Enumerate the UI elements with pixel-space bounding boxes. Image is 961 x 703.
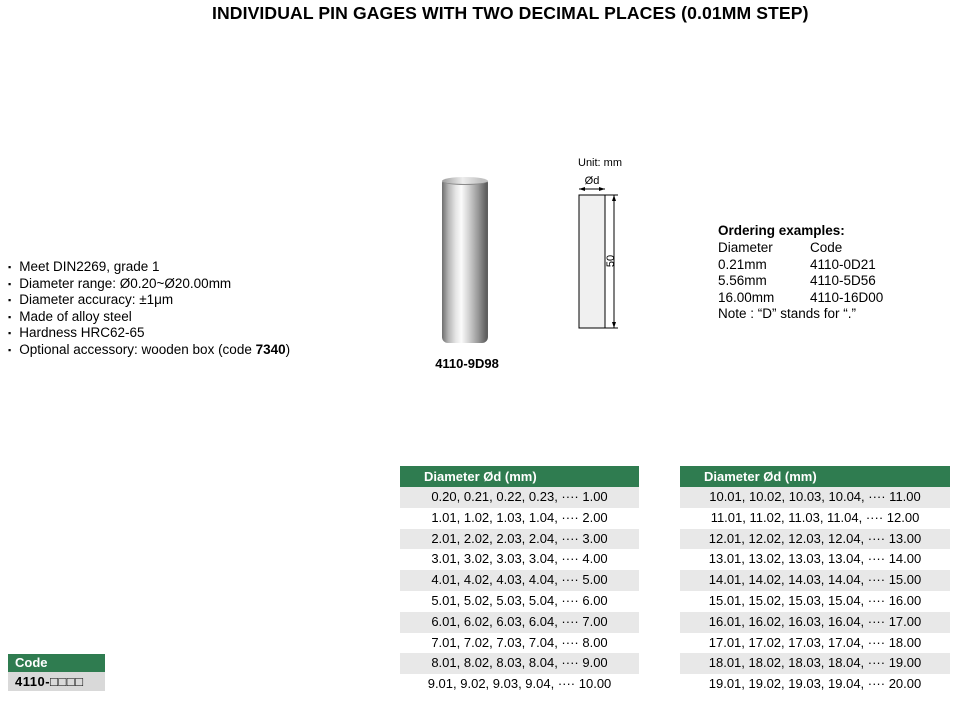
bullet-icon: ▪ <box>8 328 12 339</box>
ordering-code: 4110-16D00 <box>810 289 884 305</box>
arrow-right-icon <box>599 187 605 191</box>
code-box <box>8 654 105 691</box>
feature-item <box>8 276 290 293</box>
table-row: 14.01, 14.02, 14.03, 14.04, ···· 15.00 <box>680 570 950 591</box>
bullet-icon: ▪ <box>8 295 12 306</box>
ordering-col-diameter: Diameter <box>718 240 773 256</box>
arrow-up-icon <box>612 195 616 201</box>
accessory-code: 7340 <box>255 341 286 357</box>
dimension-drawing <box>565 153 660 343</box>
feature-item <box>8 342 290 359</box>
ordering-note: Note : “D” stands for “.” <box>718 306 857 322</box>
ordering-diameter: 16.00mm <box>718 289 775 305</box>
table-row: 8.01, 8.02, 8.03, 8.04, ···· 9.00 <box>400 653 639 674</box>
diameter-label: Ød <box>584 175 600 187</box>
ordering-examples <box>718 223 883 322</box>
feature-text: Hardness HRC62-65 <box>19 325 145 341</box>
table-row: 4.01, 4.02, 4.03, 4.04, ···· 5.00 <box>400 570 639 591</box>
arrow-down-icon <box>612 322 616 328</box>
table-row: 10.01, 10.02, 10.03, 10.04, ···· 11.00 <box>680 487 950 508</box>
table-row: 9.01, 9.02, 9.03, 9.04, ···· 10.00 <box>427 676 612 692</box>
length-dimension: 50 <box>605 254 617 268</box>
feature-item <box>8 292 290 309</box>
feature-text-suffix: ) <box>285 341 291 357</box>
table-row: 7.01, 7.02, 7.03, 7.04, ···· 8.00 <box>431 634 608 650</box>
feature-text-prefix: Optional accessory: wooden box (code <box>19 341 256 357</box>
feature-list <box>8 259 290 359</box>
feature-text: Made of alloy steel <box>19 308 132 324</box>
table-row: 11.01, 11.02, 11.03, 11.04, ···· 12.00 <box>710 509 920 525</box>
arrow-left-icon <box>579 187 585 191</box>
ordering-code: 4110-5D56 <box>810 273 876 289</box>
bullet-icon: ▪ <box>8 262 12 272</box>
table-row: 12.01, 12.02, 12.03, 12.04, ···· 13.00 <box>680 529 950 550</box>
pin-outline <box>579 195 605 328</box>
table-row: 18.01, 18.02, 18.03, 18.04, ···· 19.00 <box>680 653 950 674</box>
product-code-label: 4110-9D98 <box>435 356 499 371</box>
table-row: 19.01, 19.02, 19.03, 19.04, ···· 20.00 <box>708 676 922 692</box>
table-row: 3.01, 3.02, 3.03, 3.04, ···· 4.00 <box>431 551 608 567</box>
diameter-table-1 <box>400 466 639 695</box>
bullet-icon: ▪ <box>8 344 12 355</box>
table-body <box>400 487 639 695</box>
page-title: INDIVIDUAL PIN GAGES WITH TWO DECIMAL PLACES (0.01MM STEP) <box>212 3 809 23</box>
ordering-col-code: Code <box>810 240 843 256</box>
ordering-diameter: 5.56mm <box>718 273 767 289</box>
table-row: 16.01, 16.02, 16.03, 16.04, ···· 17.00 <box>680 612 950 633</box>
feature-text: Diameter accuracy: ±1μm <box>19 292 174 308</box>
feature-item <box>8 259 290 276</box>
table-row: 2.01, 2.02, 2.03, 2.04, ···· 3.00 <box>400 529 639 550</box>
feature-text: Meet DIN2269, grade 1 <box>19 259 160 274</box>
table-row: 0.20, 0.21, 0.22, 0.23, ···· 1.00 <box>400 487 639 508</box>
table-header: Diameter Ød (mm) <box>400 466 639 487</box>
table-header: Diameter Ød (mm) <box>680 466 950 487</box>
feature-item <box>8 309 290 326</box>
ordering-code: 4110-0D21 <box>810 256 876 272</box>
table-row: 17.01, 17.02, 17.03, 17.04, ···· 18.00 <box>708 634 922 650</box>
bullet-icon: ▪ <box>8 278 12 289</box>
ordering-title: Ordering examples: <box>718 223 845 238</box>
table-body <box>680 487 950 695</box>
unit-label: Unit: mm <box>578 157 622 169</box>
code-box-header: Code <box>8 654 105 672</box>
diameter-table-2 <box>680 466 950 695</box>
feature-item <box>8 325 290 342</box>
bullet-icon: ▪ <box>8 311 12 322</box>
table-row: 5.01, 5.02, 5.03, 5.04, ···· 6.00 <box>431 592 608 608</box>
feature-text <box>19 342 290 359</box>
code-box-value: 4110-□□□□ <box>8 672 105 691</box>
ordering-row <box>718 273 883 289</box>
table-row: 1.01, 1.02, 1.03, 1.04, ···· 2.00 <box>431 509 608 525</box>
table-row: 13.01, 13.02, 13.03, 13.04, ···· 14.00 <box>708 551 922 567</box>
ordering-diameter: 0.21mm <box>718 256 767 272</box>
pin-top-face <box>442 177 488 185</box>
table-row: 15.01, 15.02, 15.03, 15.04, ···· 16.00 <box>708 592 922 608</box>
pin-gage-photo <box>442 180 488 343</box>
ordering-row <box>718 290 883 306</box>
ordering-row <box>718 257 883 273</box>
table-row: 6.01, 6.02, 6.03, 6.04, ···· 7.00 <box>400 612 639 633</box>
feature-text: Diameter range: Ø0.20~Ø20.00mm <box>19 275 232 291</box>
ordering-header-row <box>718 240 883 256</box>
